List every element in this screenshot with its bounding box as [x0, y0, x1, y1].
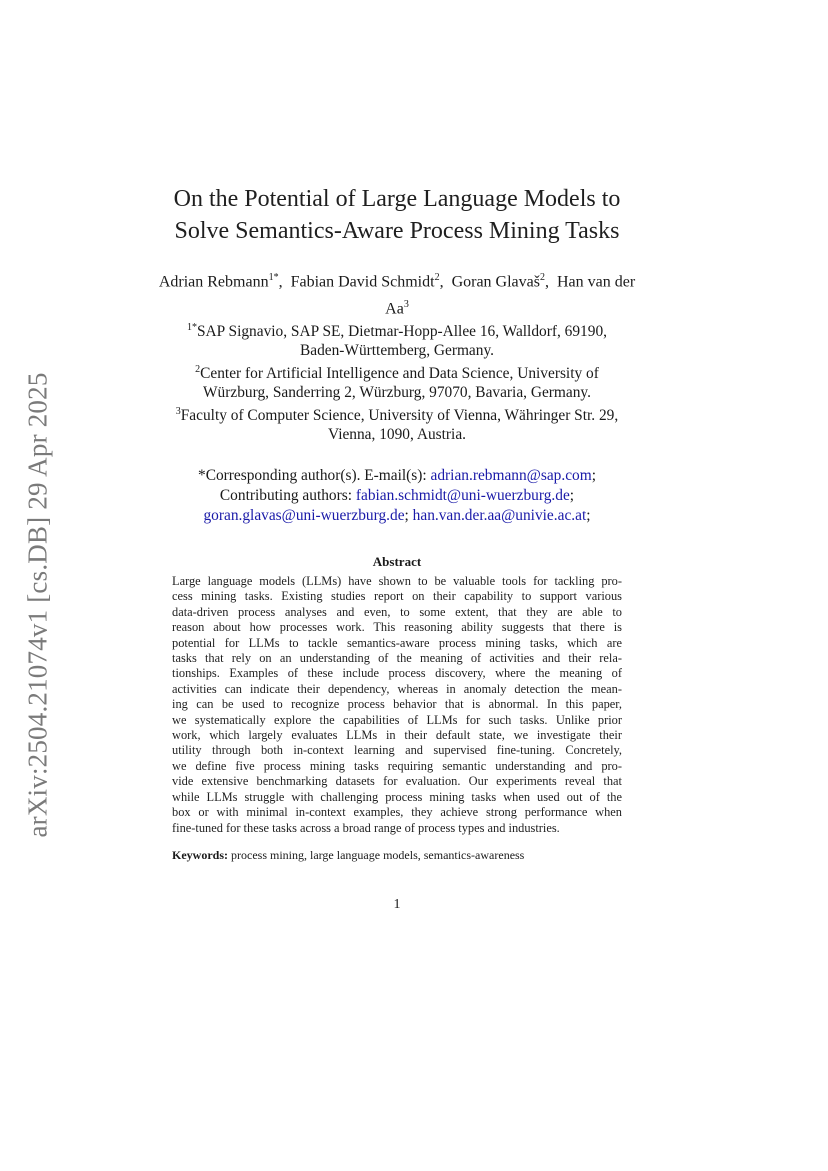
- affiliations: [150, 318, 644, 444]
- abstract-line: Large language models (LLMs) have shown to be valuable tools for tackling pro-: [172, 574, 622, 588]
- abstract-line: fine-tuned for these tasks across a broad range of process types and industries.: [172, 820, 560, 835]
- abstract-line: box or with minimal in-context examples, they achieve strong performance when: [172, 805, 622, 820]
- abstract-heading: Abstract: [372, 554, 422, 569]
- abstract-line: tasks that rely on an understanding of the meaning of activities and their rela-: [172, 651, 622, 666]
- abstract-line: potential for LLMs to tackle semantics-aware process mining tasks, which are: [172, 635, 622, 650]
- abstract-line: we systematically explore the capabilities of LLMs for such tasks. Unlike prior: [172, 712, 622, 727]
- abstract-line: cess mining tasks. Existing studies report on their capability to support various: [172, 589, 622, 604]
- abstract-line: we define five process mining tasks requiring semantic understanding and pro-: [172, 758, 622, 773]
- abstract-line: reason about how processes work. This reasoning ability suggests that there is: [172, 620, 622, 635]
- paper-title: [120, 183, 674, 247]
- affiliation-2-text: Center for Artificial Intelligence and Data Science, University of: [200, 365, 599, 383]
- correspondence: [150, 466, 644, 526]
- author-list: Adrian Rebmann$^{1*}$, Fabian David Schmidt$^2$, Goran Glavaš$^2$, Han van der Aa$^3$: [158, 272, 636, 318]
- author-2: Fabian David Schmidt: [290, 273, 435, 291]
- abstract-line: vide extensive benchmarking datasets for evaluation. Our experiments reveal that: [172, 774, 622, 789]
- keywords: [172, 848, 622, 863]
- author-3-sup: 2: [539, 272, 545, 283]
- abstract-body: [172, 574, 622, 836]
- affiliation-line-5: [150, 402, 644, 425]
- affiliation-3-sup: 3: [175, 406, 181, 418]
- email-sep-2: ;: [569, 487, 575, 504]
- abstract-line: tionships. Examples of these include process discovery, where the meaning of: [172, 666, 622, 681]
- contributing-prefix: Contributing authors:: [219, 487, 356, 504]
- email-sep-3: ;: [404, 507, 413, 524]
- email-link-rebmann[interactable]: adrian.rebmann@sap.com: [430, 467, 592, 484]
- email-link-schmidt[interactable]: fabian.schmidt@uni-wuerzburg.de: [355, 487, 570, 504]
- title-line-2: Solve Semantics-Aware Process Mining Tasks: [174, 218, 620, 244]
- correspondence-line-1: [150, 466, 644, 486]
- author-1: Adrian Rebmann: [158, 273, 269, 291]
- affiliation-1-text: SAP Signavio, SAP SE, Dietmar-Hopp-Allee 16, Walldorf, 69190,: [197, 323, 607, 341]
- email-sep-4: ;: [586, 507, 591, 524]
- affiliation-line-6: Vienna, 1090, Austria.: [328, 426, 466, 444]
- abstract-line: activities can indicate their dependency, whereas in anomaly detection the mean-: [172, 681, 622, 696]
- author-2-sup: 2: [434, 272, 440, 283]
- correspondence-prefix: *Corresponding author(s). E-mail(s):: [198, 467, 431, 484]
- abstract-line: data-driven process analyses and even, to some extent, that they are able to: [172, 604, 622, 619]
- affiliation-line-4: Würzburg, Sanderring 2, Würzburg, 97070, Bavaria, Germany.: [203, 384, 591, 402]
- correspondence-line-3: [150, 506, 644, 526]
- abstract-line: while LLMs struggle with challenging process mining tasks when used out of the: [172, 789, 622, 804]
- author-1-sup: 1*: [268, 272, 279, 283]
- affiliation-2-sup: 2: [195, 364, 201, 376]
- author-4: Han van der Aa: [385, 273, 636, 318]
- author-4-sup: 3: [403, 299, 409, 311]
- affiliation-3-text: Faculty of Computer Science, University of Vienna, Währinger Str. 29,: [180, 407, 619, 425]
- affiliation-line-2: Baden-Württemberg, Germany.: [299, 342, 495, 360]
- abstract-line: work, which largely evaluates LLMs in their default state, we investigate their: [172, 728, 622, 743]
- page-number: 1: [393, 897, 401, 912]
- email-link-vanderaa[interactable]: han.van.der.aa@univie.ac.at: [412, 507, 587, 524]
- email-sep-1: ;: [591, 467, 596, 484]
- abstract-line: ing can be used to recognize process behavior that is abnormal. In this paper,: [172, 697, 622, 712]
- keywords-label: Keywords:: [172, 848, 228, 862]
- author-3: Goran Glavaš: [451, 273, 540, 291]
- correspondence-line-2: [150, 486, 644, 506]
- affiliation-line-1: [150, 318, 644, 341]
- abstract-line: utility through both in-context learning and supervised fine-tuning. Concretely,: [172, 743, 622, 758]
- keywords-text: process mining, large language models, semantics-awareness: [228, 848, 525, 862]
- affiliation-line-3: [150, 360, 644, 383]
- affiliation-1-sup: 1*: [187, 322, 197, 333]
- email-link-glavas[interactable]: goran.glavas@uni-wuerzburg.de: [203, 507, 405, 524]
- title-line-1: On the Potential of Large Language Models to: [173, 186, 621, 212]
- arxiv-identifier-text: arXiv:2504.21074v1 [cs.DB] 29 Apr 2025: [22, 372, 53, 838]
